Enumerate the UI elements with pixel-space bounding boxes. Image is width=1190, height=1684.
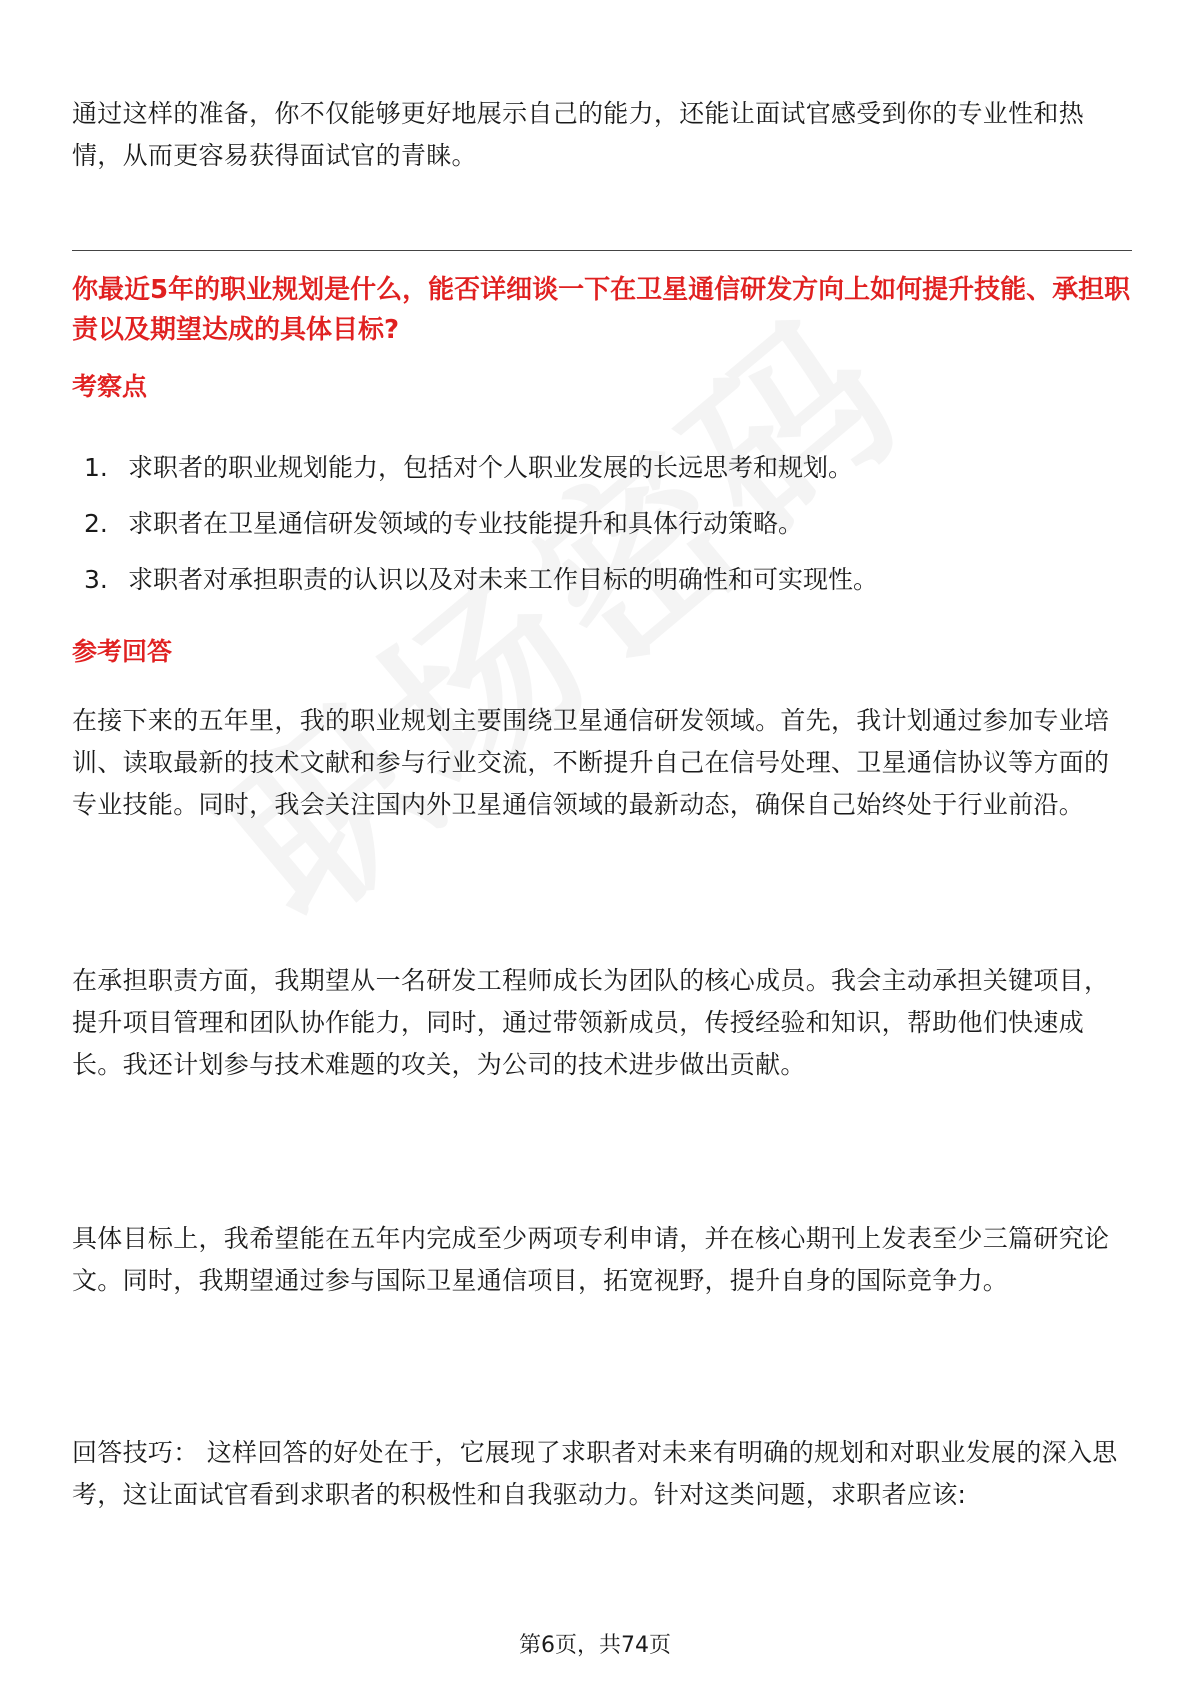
answer-paragraph: 在接下来的五年里，我的职业规划主要围绕卫星通信研发领域。首先，我计划通过参加专业培训、读取最新的技术文献和参与行业交流，不断提升自己在信号处理、卫星通信协议等方面的专业技能。同时，我会关注国内外卫星通信领域的最新动态，确保自己始终处于行业前沿。 <box>72 706 1110 819</box>
list-number: 2. <box>84 509 108 538</box>
list-item <box>84 552 1124 608</box>
list-number: 3. <box>84 565 108 594</box>
list-text: 求职者的职业规划能力，包括对个人职业发展的长远思考和规划。 <box>128 453 854 482</box>
question-heading: 你最近5年的职业规划是什么，能否详细谈一下在卫星通信研发方向上如何提升技能、承担职责以及期望达成的具体目标? <box>72 275 1131 345</box>
intro-paragraph: 通过这样的准备，你不仅能够更好地展示自己的能力，还能让面试官感受到你的专业性和热情，从而更容易获得面试官的青睐。 <box>72 99 1085 170</box>
answer-paragraph: 在承担职责方面，我期望从一名研发工程师成长为团队的核心成员。我会主动承担关键项目，提升项目管理和团队协作能力，同时，通过带领新成员，传授经验和知识，帮助他们快速成长。我还计划参与技术难题的攻关，为公司的技术进步做出贡献。 <box>72 966 1110 1079</box>
list-text: 求职者在卫星通信研发领域的专业技能提升和具体行动策略。 <box>128 509 804 538</box>
list-text: 求职者对承担职责的认识以及对未来工作目标的明确性和可实现性。 <box>128 565 879 594</box>
page-footer: 第6页，共74页 <box>519 1633 671 1658</box>
section-divider <box>72 250 1132 251</box>
answer-tips-paragraph: 回答技巧： 这样回答的好处在于，它展现了求职者对未来有明确的规划和对职业发展的深入思考，这让面试官看到求职者的积极性和自我驱动力。针对这类问题，求职者应该: <box>72 1438 1118 1509</box>
answer-title: 参考回答 <box>72 637 173 666</box>
kaochadian-title: 考察点 <box>72 372 148 401</box>
list-number: 1. <box>84 453 108 482</box>
kaochadian-list <box>84 440 1124 608</box>
answer-paragraph: 具体目标上，我希望能在五年内完成至少两项专利申请，并在核心期刊上发表至少三篇研究论文。同时，我期望通过参与国际卫星通信项目，拓宽视野，提升自身的国际竞争力。 <box>72 1224 1110 1295</box>
list-item <box>84 496 1124 552</box>
list-item <box>84 440 1124 496</box>
